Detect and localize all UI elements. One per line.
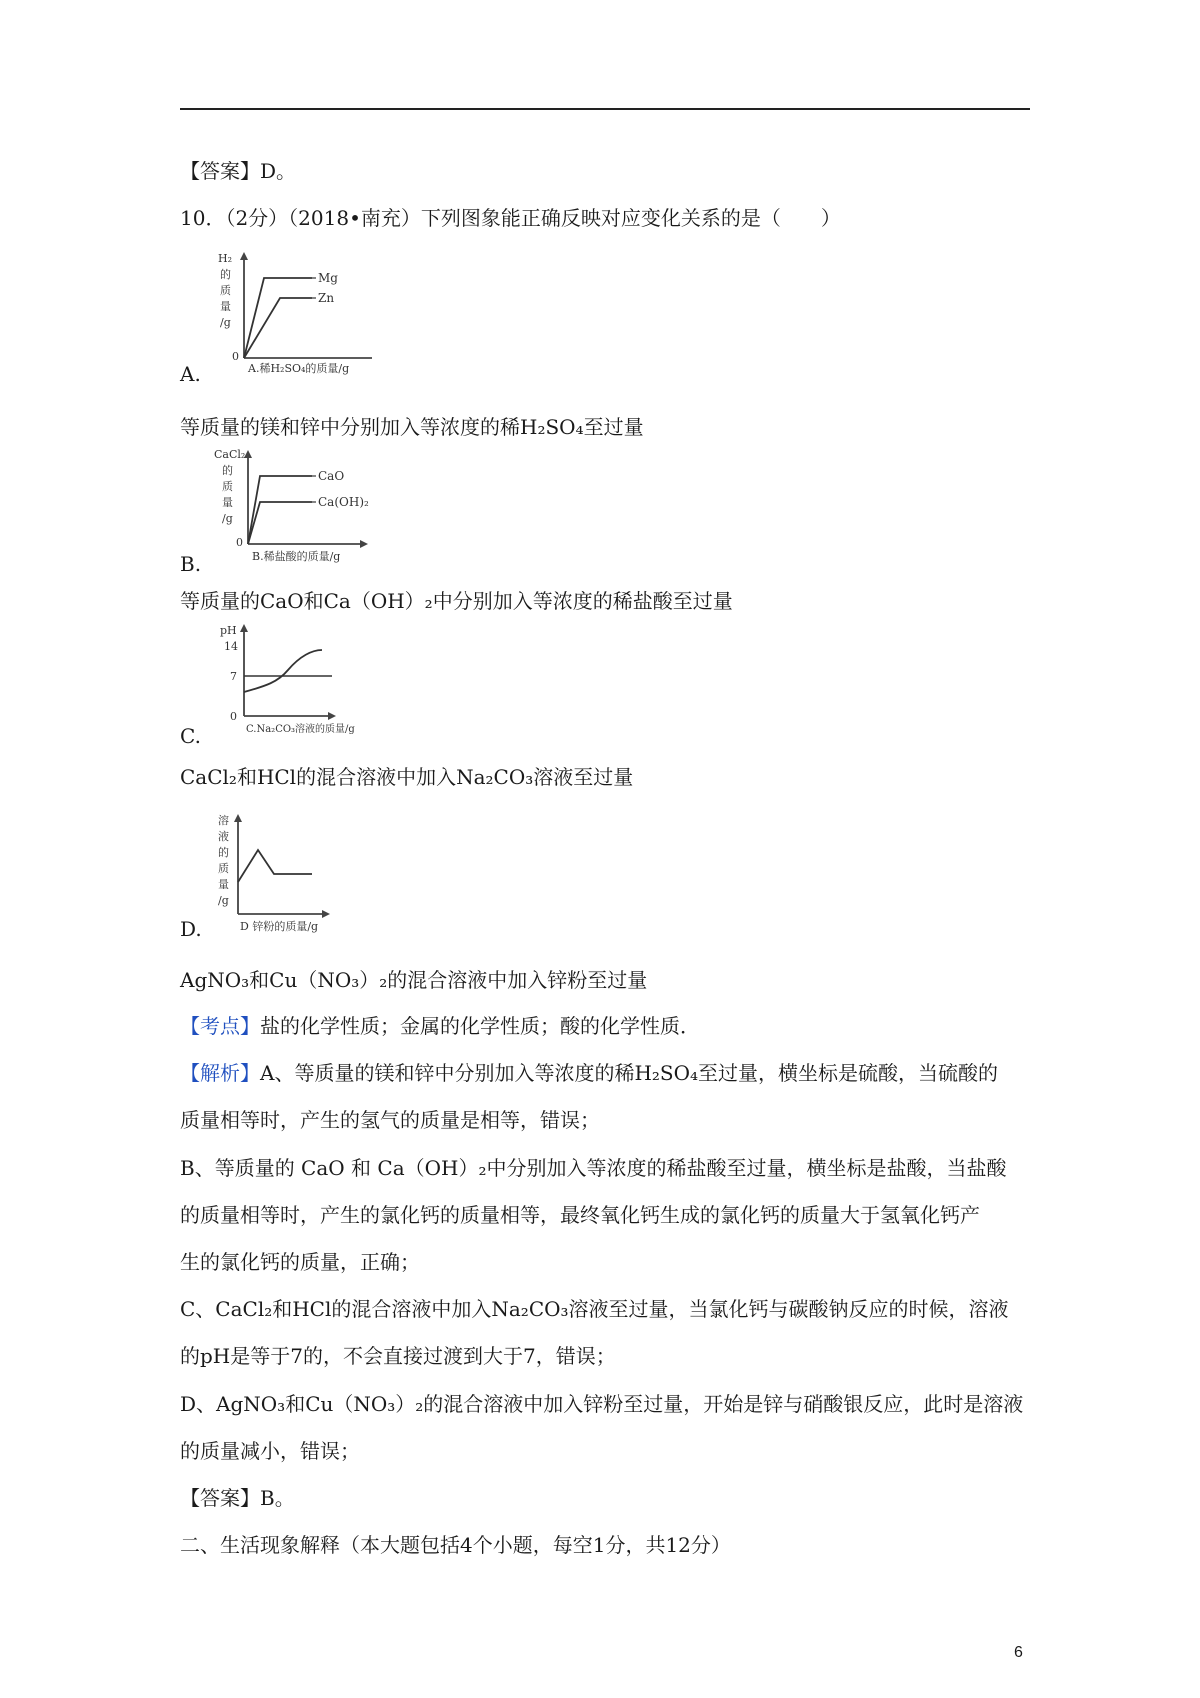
header-rule xyxy=(180,108,1030,110)
series-label-cao: CaO xyxy=(318,469,345,483)
kaodian-tag: 【考点】 xyxy=(180,1014,260,1038)
previous-answer: 【答案】D。 xyxy=(180,159,297,183)
y-label-b-3: 量 xyxy=(222,496,233,509)
question-stem: 10．（2分）（2018•南充）下列图象能正确反映对应变化关系的是（ ） xyxy=(180,206,841,230)
jiexi-line-4: 生的氯化钙的质量，正确； xyxy=(180,1250,420,1274)
graph-b-title: B.稀盐酸的质量/g xyxy=(252,550,341,563)
final-answer: 【答案】B。 xyxy=(180,1486,295,1510)
graph-b xyxy=(212,446,402,571)
graph-a xyxy=(212,248,392,383)
option-b-caption: 等质量的CaO和Ca（OH）₂中分别加入等浓度的稀盐酸至过量 xyxy=(180,589,733,613)
y-label-c: pH xyxy=(220,624,237,637)
y-label-a-4: /g xyxy=(220,316,231,329)
kaodian-line xyxy=(180,1013,700,1039)
graph-a-title: A.稀H₂SO₄的质量/g xyxy=(248,362,350,375)
graph-c xyxy=(212,620,402,745)
origin-c: 0 xyxy=(230,710,237,723)
jiexi-tag: 【解析】 xyxy=(180,1061,260,1085)
series-label-caoh2: Ca(OH)₂ xyxy=(318,495,369,509)
jiexi-line-6: 的pH是等于7的，不会直接过渡到大于7，错误； xyxy=(180,1344,616,1368)
series-label-zn: Zn xyxy=(318,291,335,305)
jiexi-line-5: C、CaCl₂和HCl的混合溶液中加入Na₂CO₃溶液至过量，当氯化钙与碳酸钠反应的时候，溶液 xyxy=(180,1297,1009,1321)
option-b-label: B. xyxy=(180,552,202,576)
y-label-a-0: H₂ xyxy=(218,252,233,265)
option-a-label: A. xyxy=(180,362,201,386)
y-label-d-4: 量 xyxy=(218,878,229,891)
y-label-b-0: CaCl₂ xyxy=(214,448,246,461)
y-label-a-1: 的 xyxy=(220,268,231,281)
y-label-b-2: 质 xyxy=(222,480,233,493)
option-d-caption: AgNO₃和Cu（NO₃）₂的混合溶液中加入锌粉至过量 xyxy=(180,968,648,992)
jiexi-line-2: B、等质量的 CaO 和 Ca（OH）₂中分别加入等浓度的稀盐酸至过量，横坐标是盐酸，当盐酸 xyxy=(180,1156,1007,1180)
graph-d xyxy=(212,810,402,945)
y-label-d-0: 溶 xyxy=(218,814,229,827)
graph-c-title: C.Na₂CO₃溶液的质量/g xyxy=(246,724,355,735)
option-d-label: D. xyxy=(180,917,202,941)
graph-d-title: D 锌粉的质量/g xyxy=(240,920,319,933)
y-label-d-5: /g xyxy=(218,894,229,907)
y-label-d-2: 的 xyxy=(218,846,229,859)
y-label-b-1: 的 xyxy=(222,464,233,477)
origin-b: 0 xyxy=(236,536,243,549)
y-label-d-1: 液 xyxy=(218,830,229,843)
kaodian-text: 盐的化学性质；金属的化学性质；酸的化学性质． xyxy=(260,1014,700,1038)
jiexi-line-0 xyxy=(180,1060,1030,1086)
jiexi-line-3: 的质量相等时，产生的氯化钙的质量相等，最终氧化钙生成的氯化钙的质量大于氢氧化钙产 xyxy=(180,1203,980,1227)
page-number: 6 xyxy=(1014,1644,1023,1661)
y-label-a-2: 质 xyxy=(220,284,231,297)
jiexi-line-8: 的质量减小，错误； xyxy=(180,1439,360,1463)
y-label-a-3: 量 xyxy=(220,300,231,313)
section-title: 二、生活现象解释（本大题包括4个小题，每空1分，共12分） xyxy=(180,1533,731,1557)
origin-a: 0 xyxy=(232,350,239,363)
jiexi-line-1: 质量相等时，产生的氢气的质量是相等，错误； xyxy=(180,1108,600,1132)
jiexi-text-0: A、等质量的镁和锌中分别加入等浓度的稀H₂SO₄至过量，横坐标是硫酸，当硫酸的 xyxy=(260,1061,999,1085)
y-label-b-4: /g xyxy=(222,512,233,525)
option-c-label: C. xyxy=(180,724,201,748)
y-label-d-3: 质 xyxy=(218,862,229,875)
option-c-caption: CaCl₂和HCl的混合溶液中加入Na₂CO₃溶液至过量 xyxy=(180,765,634,789)
option-a-caption: 等质量的镁和锌中分别加入等浓度的稀H₂SO₄至过量 xyxy=(180,415,644,439)
series-label-mg: Mg xyxy=(318,271,338,285)
jiexi-line-7: D、AgNO₃和Cu（NO₃）₂的混合溶液中加入锌粉至过量，开始是锌与硝酸银反应，此时是溶液 xyxy=(180,1392,1024,1416)
y-tick-7: 7 xyxy=(230,670,237,683)
y-tick-14: 14 xyxy=(224,640,238,653)
